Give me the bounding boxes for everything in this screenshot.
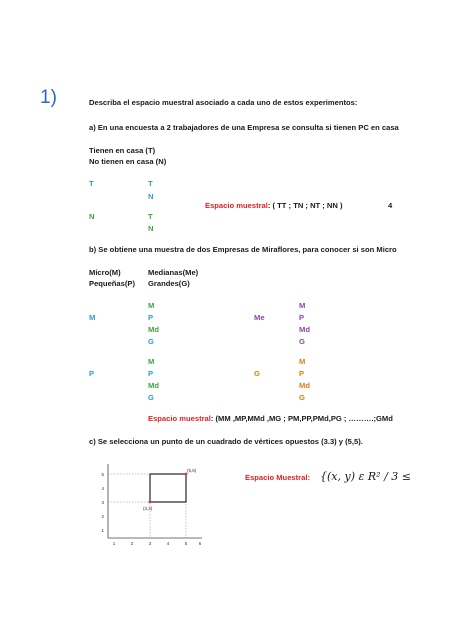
tree-b-g-child-p: P <box>299 369 305 378</box>
part-b-def-medianas: Medianas(Me) <box>148 268 199 277</box>
graph-x-tick-2: 2 <box>130 541 134 546</box>
tree-b-m-child-m: M <box>148 301 155 310</box>
graph-x-tick-6: 6 <box>198 541 202 546</box>
part-b-space-label: Espacio muestral <box>148 414 211 423</box>
section-number: 1) <box>40 87 57 108</box>
graph-point-b-marker <box>185 473 188 476</box>
tree-a-root-2: N <box>89 212 95 221</box>
graph-x-tick-1: 1 <box>112 541 116 546</box>
part-b-def-grandes: Grandes(G) <box>148 279 190 288</box>
part-a-def-n: No tienen en casa (N) <box>89 157 167 166</box>
part-a-count: 4 <box>388 201 393 210</box>
tree-b-m-child-md: Md <box>148 325 159 334</box>
part-a-space-label: Espacio muestral <box>205 201 268 210</box>
graph-x-tick-5: 5 <box>184 541 188 546</box>
tree-b-me-child-g: G <box>299 337 305 346</box>
graph-point-b-label: (5,5) <box>187 468 197 473</box>
tree-a-child-2-2: N <box>148 224 154 233</box>
tree-a-child-1-2: N <box>148 192 154 201</box>
tree-b-g-child-g: G <box>299 393 305 402</box>
graph-y-tick-1: 1 <box>101 528 104 533</box>
graph-x-tick-4: 4 <box>166 541 170 546</box>
tree-b-g-child-md: Md <box>299 381 310 390</box>
part-b-sample-space <box>148 414 394 424</box>
tree-b-p-child-p: P <box>148 369 154 378</box>
graph-y-tick-2: 2 <box>101 514 104 519</box>
tree-a-child-1-1: T <box>148 179 153 188</box>
part-b-space-value: : (MM ,MP,MMd ,MG ; PM,PP,PMd,PG ; ……….;GMd <box>210 414 393 423</box>
tree-b-root-p: P <box>89 369 95 378</box>
tree-b-me-child-p: P <box>299 313 305 322</box>
tree-a-root-1: T <box>89 179 94 188</box>
tree-b-m-child-g: G <box>148 337 154 346</box>
graph-point-a-label: (3,3) <box>143 506 153 511</box>
part-c-formula: {(x, y) ε R² / 3 ≤ <box>320 470 411 483</box>
tree-b-root-m: M <box>89 313 96 322</box>
part-c-space-label: Espacio Muestral: <box>245 473 310 482</box>
graph-y-tick-5: 5 <box>101 472 104 477</box>
part-b-question: b) Se obtiene una muestra de dos Empresas de Miraflores, para conocer si son Micro <box>89 245 397 254</box>
part-a-sample-space <box>205 201 343 211</box>
part-a-space-value: : ( TT ; TN ; NT ; NN ) <box>267 201 343 210</box>
tree-b-p-child-g: G <box>148 393 154 402</box>
part-a-question: a) En una encuesta a 2 trabajadores de una Empresa se consulta si tienen PC en casa <box>89 123 399 132</box>
graph-x-tick-3: 3 <box>148 541 152 546</box>
graph-square <box>150 474 186 502</box>
intro-text: Describa el espacio muestral asociado a cada uno de estos experimentos: <box>89 98 358 107</box>
tree-b-root-me: Me <box>254 313 265 322</box>
graph-point-a-marker <box>149 501 152 504</box>
tree-b-p-child-m: M <box>148 357 155 366</box>
tree-b-p-child-md: Md <box>148 381 159 390</box>
part-c-graph <box>90 456 208 556</box>
part-b-def-micro: Micro(M) <box>89 268 121 277</box>
graph-y-tick-4: 4 <box>101 486 104 491</box>
tree-b-root-g: G <box>254 369 260 378</box>
part-c-question: c) Se selecciona un punto de un cuadrado de vértices opuestos (3.3) y (5,5). <box>89 437 363 446</box>
graph-y-tick-3: 3 <box>101 500 104 505</box>
part-b-def-pequenas: Pequeñas(P) <box>89 279 135 288</box>
tree-b-m-child-p: P <box>148 313 154 322</box>
part-a-def-t: Tienen en casa (T) <box>89 146 156 155</box>
tree-a-child-2-1: T <box>148 212 153 221</box>
tree-b-me-child-m: M <box>299 301 306 310</box>
tree-b-g-child-m: M <box>299 357 306 366</box>
tree-b-me-child-md: Md <box>299 325 310 334</box>
